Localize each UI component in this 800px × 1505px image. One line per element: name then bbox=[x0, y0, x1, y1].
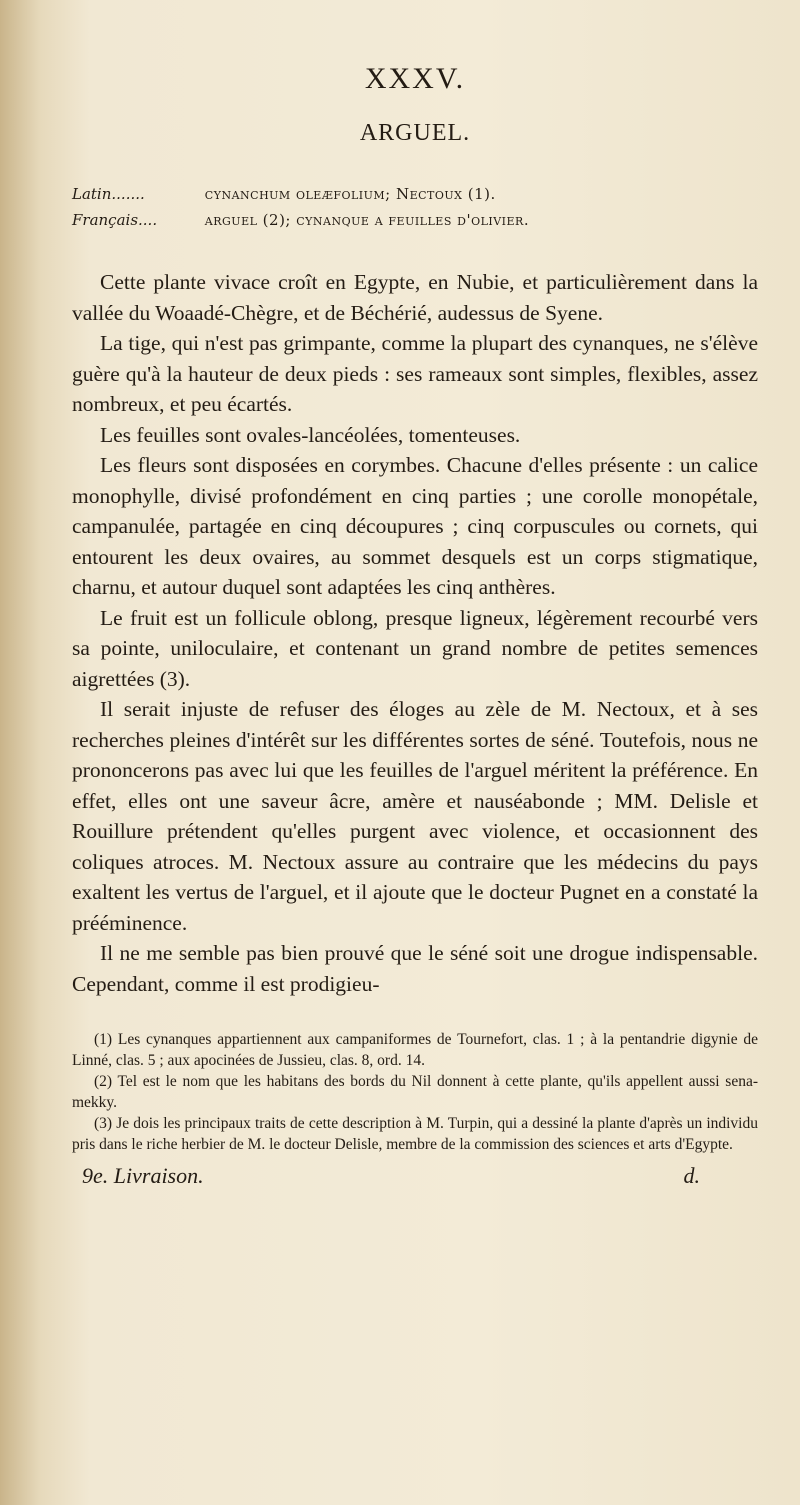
name-value: cynanchum oleæfolium; Nectoux (1). bbox=[204, 185, 496, 203]
signature-mark: d. bbox=[683, 1163, 700, 1188]
plant-names bbox=[72, 181, 758, 233]
paragraph: La tige, qui n'est pas grimpante, comme la plupart des cynanques, ne s'élève guère qu'à la hauteur de deux pieds : ses rameaux sont simples, flexibles, assez nombreux, et peu écartés. bbox=[72, 331, 758, 416]
paragraph: Cette plante vivace croît en Egypte, en Nubie, et particulièrement dans la vallée du Woaadé-Chègre, et de Béchérié, audessus de Syene. bbox=[72, 270, 758, 325]
paragraph: Il ne me semble pas bien prouvé que le séné soit une drogue indispensable. Cependant, comme il est prodigieu- bbox=[72, 941, 758, 996]
name-row-latin bbox=[72, 181, 758, 207]
footnote: (2) Tel est le nom que les habitans des bords du Nil donnent à cette plante, qu'ils appellent aussi sena-mekky. bbox=[72, 1073, 758, 1111]
footnote: (1) Les cynanques appartiennent aux campaniformes de Tournefort, clas. 1 ; à la pentandrie digynie de Linné, clas. 5 ; aux apocinées de Jussieu, clas. 8, ord. 14. bbox=[72, 1031, 758, 1069]
paragraph: Les feuilles sont ovales-lancéolées, tomenteuses. bbox=[100, 422, 521, 447]
footnotes bbox=[72, 1029, 758, 1155]
main-text bbox=[72, 267, 758, 999]
page-title: ARGUEL. bbox=[359, 120, 471, 146]
name-row-french bbox=[72, 207, 758, 233]
page-content bbox=[72, 22, 758, 1189]
chapter-number: XXXV. bbox=[364, 62, 466, 95]
footnote: (3) Je dois les principaux traits de cette description à M. Turpin, qui a dessiné la plante d'après un individu pris dans le riche herbier de M. le docteur Delisle, membre de la commission des sciences et arts d'Egypte. bbox=[72, 1115, 758, 1153]
name-language: Français.... bbox=[72, 211, 158, 229]
paragraph: Il serait injuste de refuser des éloges au zèle de M. Nectoux, et à ses recherches pleines d'intérêt sur les différentes sortes de séné. Toutefois, nous ne prononcerons pas avec lui que les feuilles de l'arguel méritent la préférence. En effet, elles ont une saveur âcre, amère et nauséabonde ; MM. Delisle et Rouillure prétendent qu'elles purgent avec violence, et occasionnent des coliques atroces. M. Nectoux assure au contraire que les médecins du pays exaltent les vertus de l'arguel, et il ajoute que le docteur Pugnet en a constaté la prééminence. bbox=[72, 697, 758, 935]
livraison-mark: 9e. Livraison. bbox=[82, 1163, 204, 1188]
paragraph: Le fruit est un follicule oblong, presque ligneux, légèrement recourbé vers sa pointe, uniloculaire, et contenant un grand nombre de petites semences aigrettées (3). bbox=[72, 605, 758, 691]
paragraph: Les fleurs sont disposées en corymbes. Chacune d'elles présente : un calice monophylle, divisé profondément en cinq parties ; une corolle monopétale, campanulée, partagée en cinq découpures ; cinq corpuscules ou cornets, qui entourent les deux ovaires, au sommet desquels est un corps stigmatique, charnu, et autour duquel sont adaptées les cinq anthères. bbox=[72, 453, 758, 599]
name-value: arguel (2); cynanque a feuilles d'olivier. bbox=[204, 211, 530, 229]
name-language: Latin....... bbox=[72, 185, 145, 203]
page-footer bbox=[72, 1163, 758, 1189]
